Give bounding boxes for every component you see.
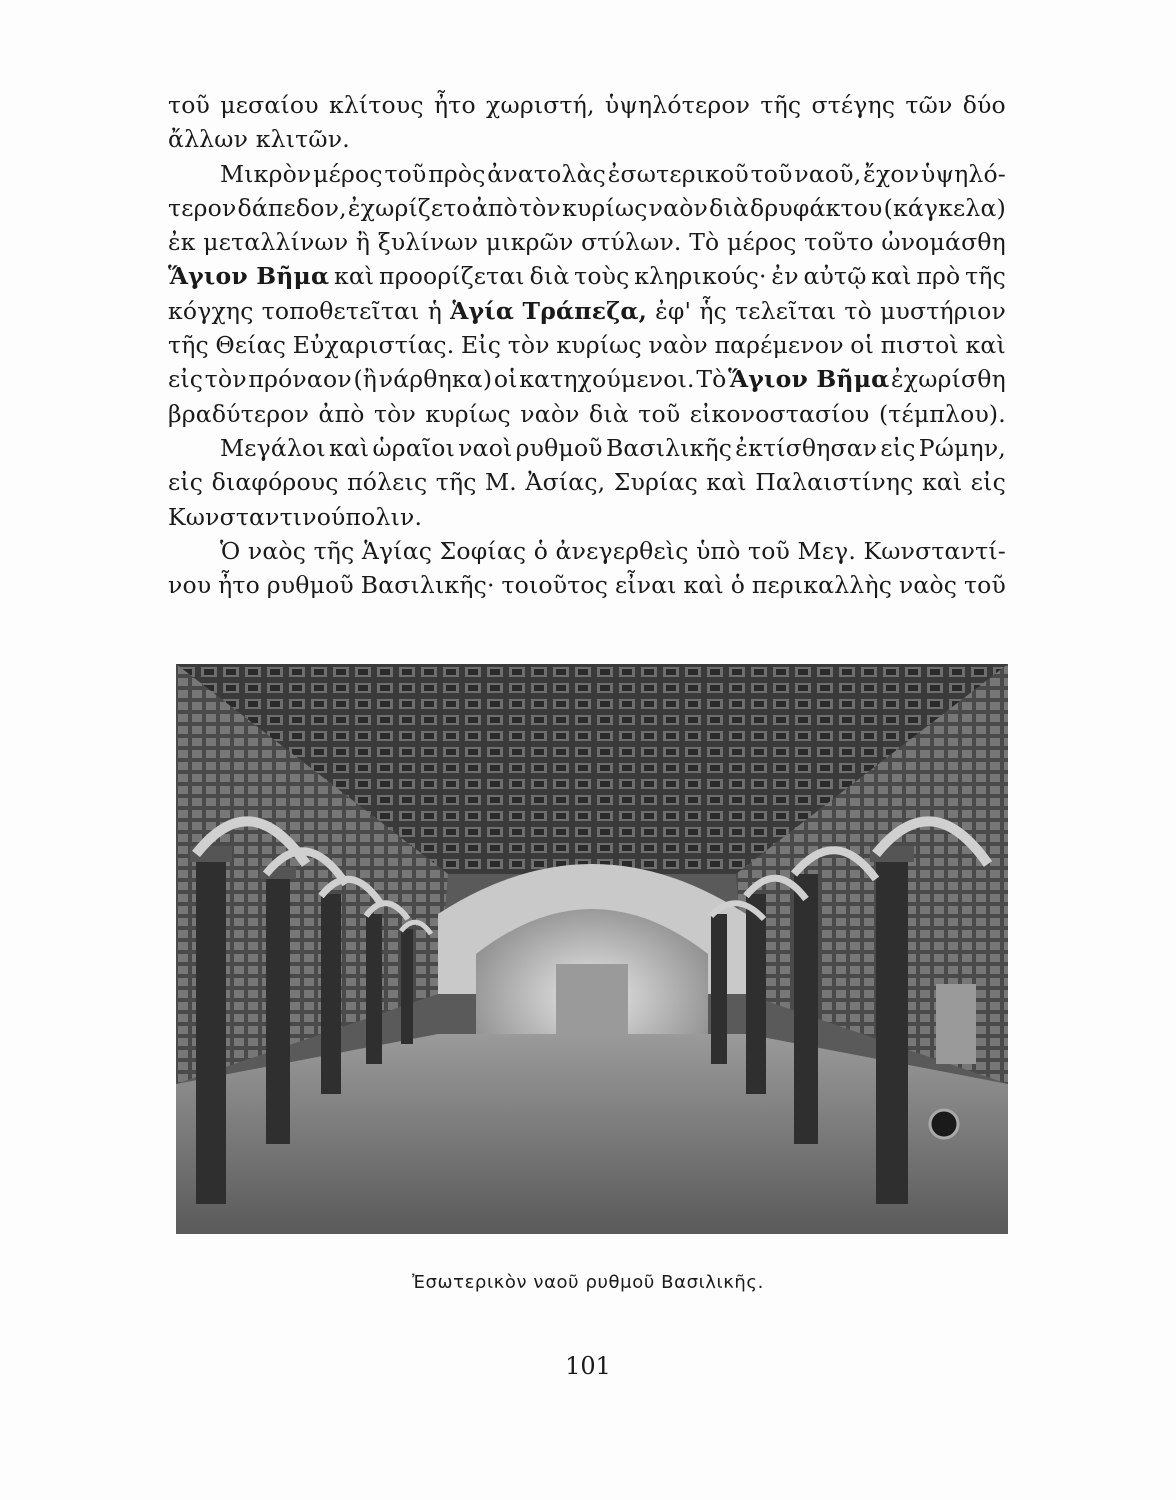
word: τῆς <box>965 262 1006 291</box>
word: τοποθετεῖται <box>261 296 420 325</box>
word: τὸν <box>518 193 561 222</box>
text-line <box>168 122 1006 156</box>
word: κόγχης <box>168 296 254 325</box>
text-line <box>168 88 1006 122</box>
word: μεταλλίνων <box>203 228 349 257</box>
word: τοῦ <box>638 399 681 428</box>
word: τὸν <box>373 399 416 428</box>
word: Εἰς <box>461 331 502 360</box>
word: κλίτους <box>328 91 424 119</box>
word: οἱ <box>493 365 518 394</box>
word: μικρῶν <box>485 228 574 257</box>
word: ὡραῖοι <box>372 433 456 462</box>
word: Μικρὸν <box>220 159 312 188</box>
word: τοὺς <box>574 262 630 291</box>
word: ναὸν <box>648 331 708 360</box>
word: Μ. <box>485 468 517 497</box>
word: νάρθηκα) <box>378 365 493 394</box>
word: μυστήριον <box>880 296 1006 325</box>
text-line <box>168 225 1006 259</box>
word: τοῦτο <box>804 228 874 257</box>
word: τοιοῦτος <box>501 571 609 600</box>
word: τοῦ <box>168 91 211 119</box>
text-line <box>168 191 1006 225</box>
word: τὸν <box>204 365 247 394</box>
word: Τὸ <box>696 365 727 394</box>
text-line <box>168 157 1006 191</box>
word: εἰκονοστασίου <box>689 399 870 428</box>
word: Βασιλικῆς· <box>360 571 495 600</box>
text-line <box>168 500 1006 534</box>
word: ναοὶ <box>458 433 513 462</box>
word: τῆς <box>313 536 355 565</box>
word: ἐχωρίζετο <box>347 193 471 222</box>
figure-caption: Ἐσωτερικὸν ναοῦ ρυθμοῦ Βασιλικῆς. <box>412 1272 764 1293</box>
page-number: 101 <box>565 1352 611 1380</box>
body-text <box>168 88 1006 602</box>
word: Βασιλικῆς <box>605 433 733 462</box>
word: χωριστή, <box>486 91 595 119</box>
word: ναοῦ, <box>794 159 862 188</box>
word: βραδύτερον <box>168 399 310 428</box>
word: εἰς <box>168 468 204 497</box>
word: τοῦ <box>963 571 1006 600</box>
word: ναὸς <box>247 536 307 565</box>
word: διὰ <box>589 399 629 428</box>
word: Κωνσταντινούπολιν. <box>168 502 423 531</box>
word: (ἢ <box>353 365 378 394</box>
word: ἀπὸ <box>318 399 365 428</box>
word: ἐκ <box>168 228 196 257</box>
word: (κάγκελα) <box>883 193 1006 222</box>
bold-term: Ἅγιον Βῆμα <box>168 262 330 291</box>
word: ἀνεγερθεὶς <box>555 536 689 565</box>
word: Συρίας <box>613 468 698 497</box>
word: ὑπὸ <box>696 536 741 565</box>
word: τὸ <box>844 296 872 325</box>
word: εἰς <box>970 468 1006 497</box>
word: Ρώμην, <box>918 433 1006 462</box>
basilica-interior-illustration <box>176 664 1008 1234</box>
word: διὰ <box>529 262 570 291</box>
word: ἔχον <box>863 159 920 188</box>
word: πρὸς <box>428 159 486 188</box>
word: μέρος <box>313 159 383 188</box>
word: μεσαίου <box>220 91 319 119</box>
word: ἡ <box>427 296 443 325</box>
word: περικαλλὴς <box>751 571 893 600</box>
word: Κωνσταντί- <box>863 536 1006 565</box>
basilica-interior-photo <box>176 664 1008 1234</box>
word: διὰ <box>709 193 749 222</box>
word: εἶναι <box>614 571 677 600</box>
word: τοῦ <box>384 159 427 188</box>
word: αὐτῷ <box>803 262 867 291</box>
word: Μεγ. <box>797 536 857 565</box>
text-line <box>168 465 1006 499</box>
word: ἐν <box>771 262 799 291</box>
word: κατηχούμενοι. <box>519 365 695 394</box>
text-line <box>168 259 1006 293</box>
word: οἱ <box>850 331 875 360</box>
word: πρόναον <box>248 365 352 394</box>
word: ρυθμοῦ <box>515 433 603 462</box>
word: πρὸ <box>916 262 961 291</box>
word: πόλεις <box>347 468 428 497</box>
word: ἦτο <box>433 91 476 119</box>
word: κυρίως <box>556 331 642 360</box>
word: Ἁγίας <box>361 536 433 565</box>
word: καὶ <box>871 262 912 291</box>
word: καὶ <box>965 331 1006 360</box>
bold-term: Ἅγιον Βῆμα <box>728 365 890 394</box>
word: νου <box>168 571 212 600</box>
word: τὸν <box>507 331 550 360</box>
word: μέρος <box>727 228 797 257</box>
word: καὶ <box>921 468 963 497</box>
word: στέγης <box>811 91 896 119</box>
word: Θείας <box>215 331 287 360</box>
word: εἰς <box>168 365 204 394</box>
text-line <box>168 568 1006 602</box>
bold-term: Ἁγία Τράπεζα, <box>450 296 647 325</box>
word: τῆς <box>435 468 477 497</box>
word: Ὁ <box>220 536 241 565</box>
word: Παλαιστίνης <box>755 468 914 497</box>
word: ναὸν <box>648 193 709 222</box>
word: κυρίως <box>425 399 511 428</box>
word: τῆς <box>760 91 802 119</box>
word: ἀπὸ <box>471 193 518 222</box>
word: ὁ <box>533 536 549 565</box>
text-line <box>168 328 1006 362</box>
word: ἐχωρίσθη <box>891 365 1006 394</box>
word: δρυφάκτου <box>750 193 883 222</box>
word: ναὸν <box>520 399 580 428</box>
word: Τὸ <box>689 228 720 257</box>
word: ξυλίνων <box>377 228 479 257</box>
word: Σοφίας <box>439 536 527 565</box>
word: παρέμενον <box>714 331 844 360</box>
word: δύο <box>962 91 1006 119</box>
word: κληρικούς· <box>634 262 767 291</box>
word: προορίζεται <box>379 262 525 291</box>
text-line <box>168 534 1006 568</box>
text-line <box>168 362 1006 396</box>
word: ἢ <box>355 228 371 257</box>
word: πιστοὶ <box>880 331 959 360</box>
text-line <box>168 431 1006 465</box>
word: καὶ <box>333 262 375 291</box>
word: κλιτῶν. <box>255 125 350 154</box>
word: ἦτο <box>218 571 260 600</box>
word: ὑψηλότερον <box>604 91 751 119</box>
word: τοῦ <box>750 159 793 188</box>
word: ἄλλων <box>168 125 249 154</box>
word: ἐκτίσθησαν <box>735 433 878 462</box>
word: διαφόρους <box>211 468 339 497</box>
word: ναὸς <box>898 571 958 600</box>
word: εἰς <box>880 433 916 462</box>
word: καὶ <box>328 433 370 462</box>
text-line <box>168 294 1006 328</box>
word: (τέμπλου). <box>878 399 1006 428</box>
word: ὠνομάσθη <box>881 228 1006 257</box>
word: ἐφ' <box>655 296 692 325</box>
word: ρυθμοῦ <box>266 571 354 600</box>
word: δάπεδον, <box>237 193 347 222</box>
word: ὁ <box>730 571 746 600</box>
text-line <box>168 397 1006 431</box>
word: ἐσωτερικοῦ <box>607 159 749 188</box>
word: καὶ <box>683 571 724 600</box>
word: τερον <box>168 193 237 222</box>
word: Ἀσίας, <box>525 468 606 497</box>
word: Εὐχαριστίας. <box>292 331 455 360</box>
word: τῆς <box>168 331 209 360</box>
word: κυρίως <box>562 193 648 222</box>
word: ἀνατολὰς <box>487 159 606 188</box>
word: ἧς <box>699 296 727 325</box>
word: στύλων. <box>581 228 682 257</box>
word: Μεγάλοι <box>220 433 326 462</box>
word: τῶν <box>905 91 953 119</box>
word: τοῦ <box>748 536 791 565</box>
word: τελεῖται <box>735 296 837 325</box>
word: καὶ <box>706 468 747 497</box>
word: ὑψηλό- <box>920 159 1006 188</box>
